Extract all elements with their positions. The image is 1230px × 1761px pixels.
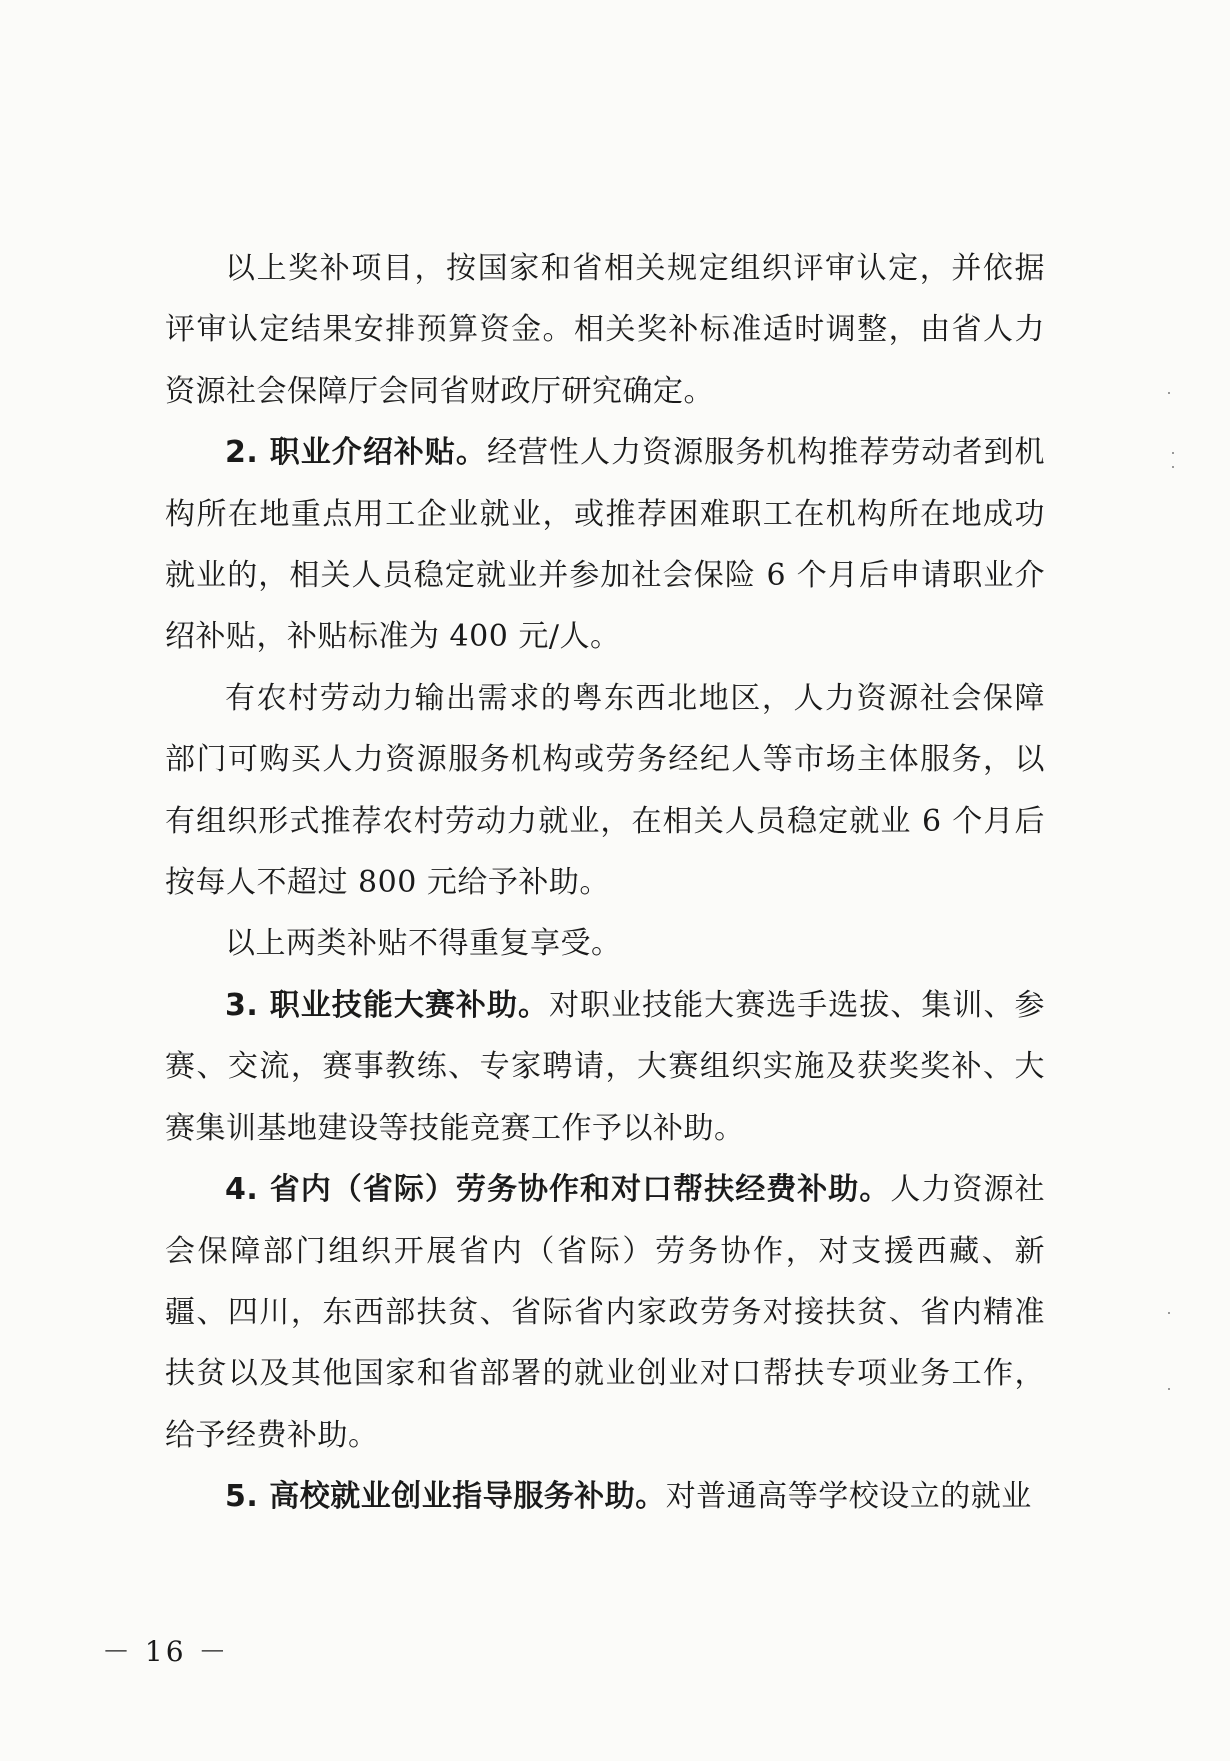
- paragraph-5-text: 对职业技能大赛选手选拔、集训、参赛、交流，赛事教练、专家聘请，大赛组织实施及获奖奖补、大赛集训基地建设等技能竞赛工作予以补助。: [165, 987, 1045, 1146]
- scan-speck: [1172, 452, 1174, 454]
- scan-speck: [1168, 392, 1170, 394]
- scan-speck: [1172, 466, 1174, 468]
- page-number: － 16 －: [102, 1635, 230, 1668]
- paragraph-3: [165, 668, 1045, 914]
- paragraph-6: [165, 1159, 1045, 1466]
- document-body: [165, 238, 1045, 1528]
- paragraph-2-text: 经营性人力资源服务机构推荐劳动者到机构所在地重点用工企业就业，或推荐困难职工在机构所在地成功就业的，相关人员稳定就业并参加社会保险 6 个月后申请职业介绍补贴，补贴标准为 400 元/人。: [165, 435, 1045, 655]
- paragraph-7-text: 对普通高等学校设立的就业: [665, 1479, 1032, 1515]
- paragraph-5-heading: 3. 职业技能大赛补助。: [225, 987, 550, 1023]
- paragraph-4-text: 以上两类补贴不得重复享受。: [225, 926, 622, 962]
- paragraph-1-text: 以上奖补项目，按国家和省相关规定组织评审认定，并依据评审认定结果安排预算资金。相关奖补标准适时调整，由省人力资源社会保障厅会同省财政厅研究确定。: [165, 251, 1045, 409]
- paragraph-4: [165, 913, 1045, 974]
- paragraph-6-heading: 4. 省内（省际）劳务协作和对口帮扶经费补助。: [225, 1172, 891, 1208]
- paragraph-3-text: 有农村劳动力输出需求的粤东西北地区，人力资源社会保障部门可购买人力资源服务机构或劳务经纪人等市场主体服务，以有组织形式推荐农村劳动力就业，在相关人员稳定就业 6 个月后按每人不超过 800 元给予补助。: [165, 680, 1045, 901]
- scan-speck: [1168, 1388, 1170, 1390]
- paragraph-5: [165, 975, 1045, 1159]
- paragraph-1: [165, 238, 1045, 422]
- scan-speck: [1168, 1312, 1170, 1314]
- paragraph-6-text: 人力资源社会保障部门组织开展省内（省际）劳务协作，对支援西藏、新疆、四川，东西部扶贫、省际省内家政劳务对接扶贫、省内精准扶贫以及其他国家和省部署的就业创业对口帮扶专项业务工作，给予经费补助。: [165, 1172, 1045, 1453]
- paragraph-7-heading: 5. 高校就业创业指导服务补助。: [225, 1479, 666, 1515]
- paragraph-7: [165, 1466, 1045, 1527]
- paragraph-2-heading: 2. 职业介绍补贴。: [225, 435, 487, 471]
- paragraph-2: [165, 422, 1045, 668]
